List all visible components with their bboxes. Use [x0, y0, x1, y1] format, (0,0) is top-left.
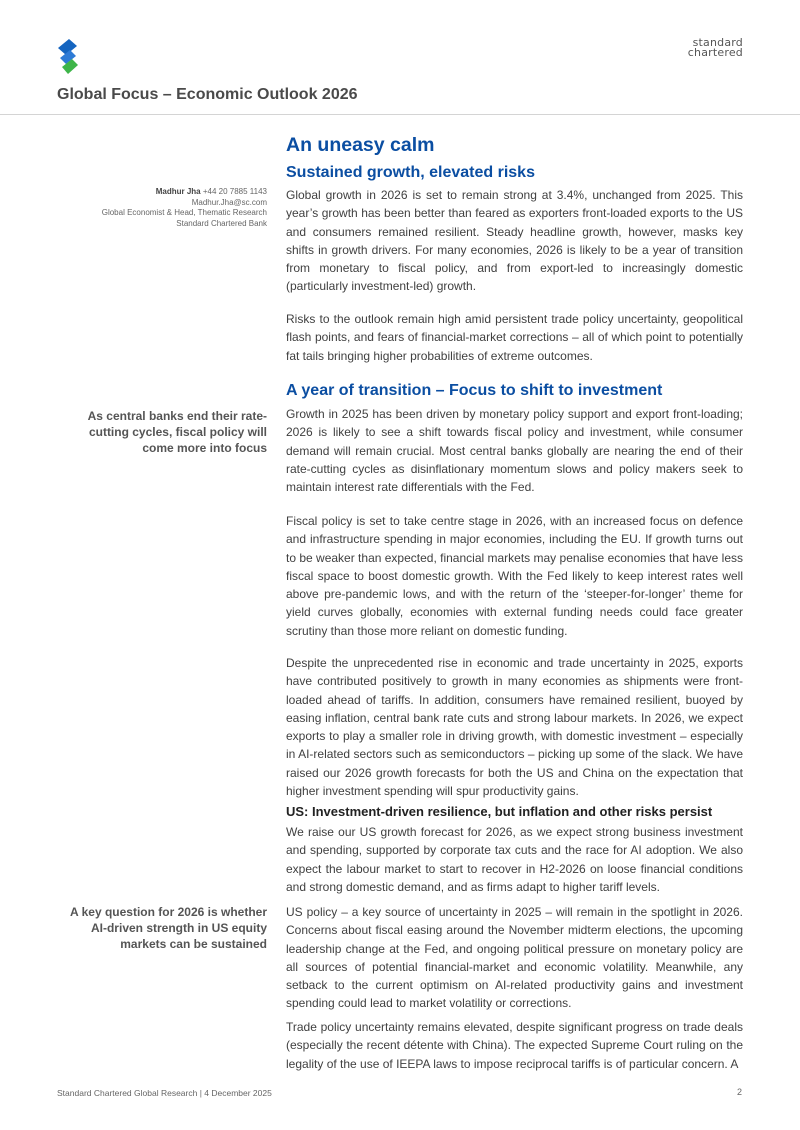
- pullquote-fiscal: As central banks end their rate-cutting cycles, fiscal policy will come more into focus: [87, 409, 267, 455]
- author-role: Global Economist & Head, Thematic Research: [101, 208, 267, 217]
- paragraph-s3-1: We raise our US growth forecast for 2026, as we expect strong business investment and spending, supported by corporate tax cuts and the race for AI adoption. We also expect the labour market to start to recover in H2-2026 on loose financial conditions and strong domestic demand, and as firms adapt to higher tariff levels.: [286, 825, 743, 894]
- author-email[interactable]: Madhur.Jha@sc.com: [191, 197, 267, 207]
- paragraph-s1-1: Global growth in 2026 is set to remain strong at 3.4%, unchanged from 2025. This year’s growth has been better than feared as exporters front-loaded exports to the US and consumers remained resilient. Steady headline growth, however, masks key shifts in growth drivers. For many economies, 2026 is likely to be a year of transition from monetary to fiscal policy, and from export-led to increasingly domestic (particularly investment-led) growth.: [286, 188, 743, 294]
- paragraph-s2-3: Despite the unprecedented rise in economic and trade uncertainty in 2025, exports have contributed positively to growth in many economies as shipments were front-loaded ahead of tariffs. In addition, consumers have remained resilient, buoyed by easing inflation, central bank rate cuts and strong labour markets. In 2026, we expect exports to play a smaller role in driving growth, with domestic investment – especially in AI-related sectors such as semiconductors – picking up some of the slack. We have raised our 2026 growth forecasts for both the US and China on the expectation that higher investment spending will spur productivity gains.: [286, 656, 743, 799]
- author-org: Standard Chartered Bank: [176, 218, 267, 228]
- paragraph-s3-3: Trade policy uncertainty remains elevated, despite significant progress on trade deals (especially the recent détente with China). The expected Supreme Court ruling on the legality of the use of IEEPA laws to impose reciprocal tariffs is of particular concern. A: [286, 1020, 743, 1071]
- article-title: An uneasy calm: [286, 134, 435, 156]
- author-block: [57, 187, 267, 229]
- footer-source: Standard Chartered Global Research | 4 December 2025: [57, 1088, 272, 1098]
- page-number: 2: [736, 1087, 742, 1097]
- paragraph-s1-2: Risks to the outlook remain high amid persistent trade policy uncertainty, geopolitical flash points, and fears of financial-market corrections – all of which point to potentially fat tails bringing higher probabilities of extreme outcomes.: [286, 312, 743, 363]
- standard-chartered-logo-icon: [56, 38, 80, 76]
- brand-line-1: standard: [692, 36, 743, 49]
- section-heading-sustained-growth: Sustained growth, elevated risks: [286, 164, 535, 181]
- brand-wordmark: [688, 38, 743, 58]
- header-divider: [0, 114, 800, 115]
- page-header-title: Global Focus – Economic Outlook 2026: [57, 86, 358, 103]
- paragraph-s2-1: Growth in 2025 has been driven by monetary policy support and export front-loading; 2026 is likely to see a shift towards fiscal policy and investment, while consumer demand will remain crucial. Most central banks globally are nearing the end of their rate-cutting cycles as disinflationary momentum slows and policy makers seek to maintain interest rate differentials with the Fed.: [286, 407, 743, 495]
- pullquote-ai-equity: A key question for 2026 is whether AI-driven strength in US equity markets can be sustained: [70, 905, 267, 951]
- paragraph-s3-2: US policy – a key source of uncertainty in 2025 – will remain in the spotlight in 2026. Concerns about fiscal easing around the November midterm elections, the upcoming leadership change at the Fed, and ongoing political pressure on monetary policy are all sources of potential financial-market and economic volatility. Meanwhile, any setback to the current optimism on AI-related productivity gains and investment spending could lead to market volatility or corrections.: [286, 905, 743, 1011]
- paragraph-s2-2: Fiscal policy is set to take centre stage in 2026, with an increased focus on defence and infrastructure spending in major economies, including the EU. If growth turns out to be weaker than expected, financial markets may penalise economies that have less fiscal space to boost domestic growth. With the Fed likely to keep interest rates well above pre-pandemic lows, and with the return of the ‘steeper-for-longer’ theme for yield curves globally, economies with external funding needs could face greater scrutiny than those more reliant on domestic funding.: [286, 514, 743, 638]
- section-heading-us: US: Investment-driven resilience, but inflation and other risks persist: [286, 804, 713, 819]
- author-phone: +44 20 7885 1143: [200, 187, 267, 196]
- section-heading-year-of-transition: A year of transition – Focus to shift to investment: [286, 382, 663, 399]
- brand-line-2: chartered: [687, 46, 743, 59]
- author-name: Madhur Jha: [155, 187, 201, 196]
